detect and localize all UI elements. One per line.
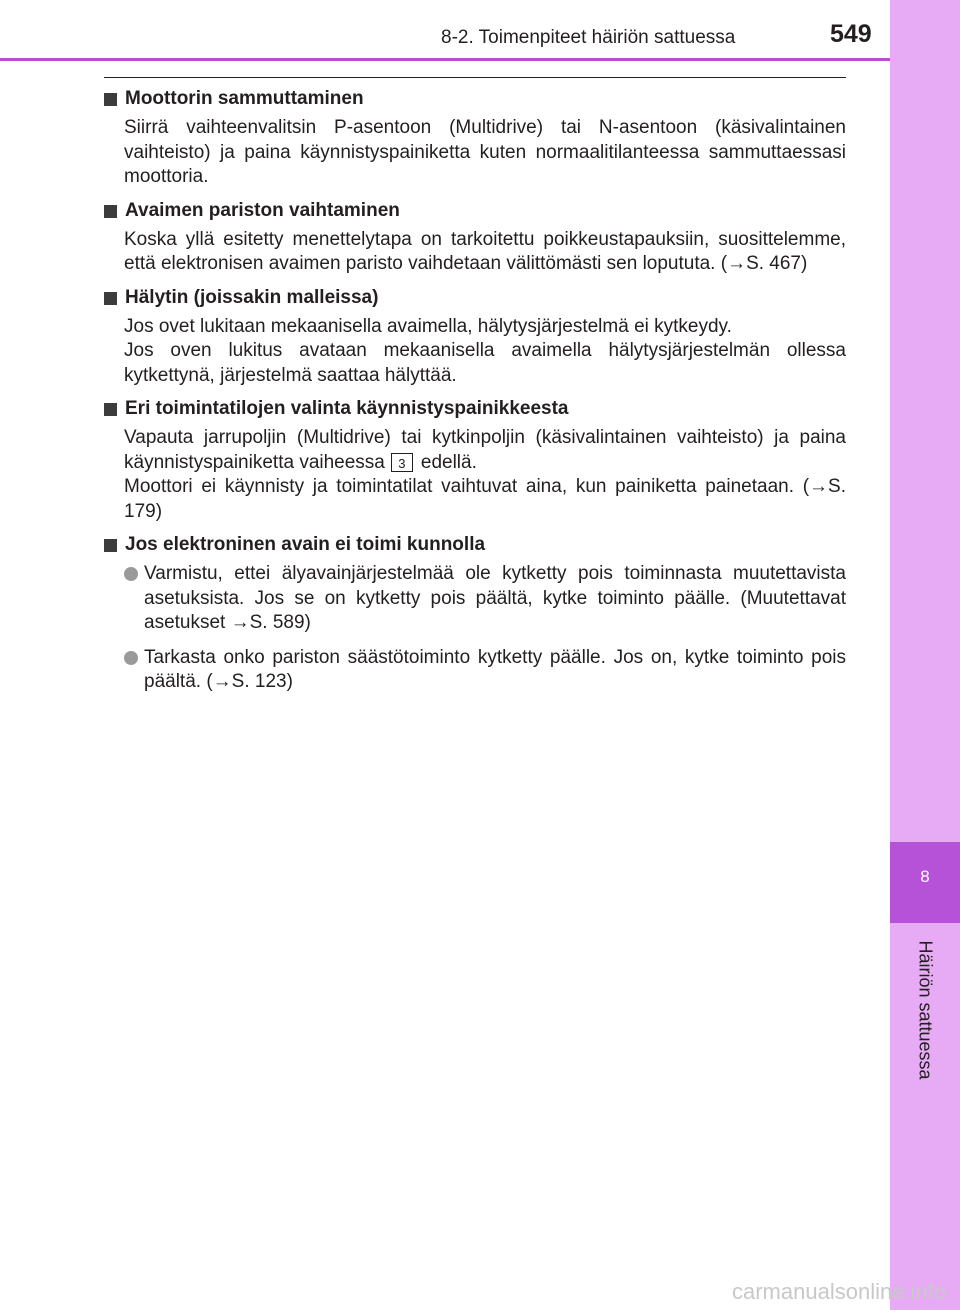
section-heading bbox=[104, 532, 846, 558]
header-rule bbox=[0, 58, 890, 61]
section-mode-selection bbox=[104, 396, 846, 524]
chapter-number: 8 bbox=[920, 867, 930, 886]
chapter-title-vertical: Häiriön sattuessa bbox=[915, 940, 936, 1080]
list-item-text: Varmistu, ettei älyavainjärjestelmää ole kytketty pois toiminnasta muutettavista asetuksista. Jos se on kytketty pois päältä, kytke toiminto päälle. (Muutettavat asetukset →S. 589) bbox=[144, 563, 846, 633]
paragraph-text: Vapauta jarrupoljin (Multidrive) tai kytkinpoljin (käsivalintainen vaihteisto) ja paina käynnistyspainiketta vaiheessa bbox=[124, 427, 846, 473]
section-paragraph: Siirrä vaihteenvalitsin P-asentoon (Multidrive) tai N-asentoon (käsivalintainen vaihteisto) ja paina käynnistyspainiketta kuten normaalitilanteessa sammuttaessasi moottoria. bbox=[124, 117, 846, 187]
section-paragraph bbox=[124, 426, 846, 524]
watermark: carmanualsonline.info bbox=[732, 1279, 947, 1304]
page-header bbox=[0, 0, 890, 62]
section-key-battery bbox=[104, 198, 846, 277]
page-number: 549 bbox=[830, 20, 872, 48]
square-bullet-icon bbox=[104, 205, 117, 218]
step-number-badge: 3 bbox=[391, 453, 413, 472]
list-item bbox=[124, 562, 846, 636]
section-key-malfunction bbox=[104, 532, 846, 695]
section-alarm bbox=[104, 285, 846, 389]
section-heading-text: Hälytin (joissakin malleissa) bbox=[125, 286, 379, 308]
main-content bbox=[104, 86, 846, 703]
section-heading-text: Jos elektroninen avain ei toimi kunnolla bbox=[125, 534, 486, 555]
chapter-side-strip bbox=[890, 0, 960, 1310]
list-item bbox=[124, 646, 846, 695]
section-heading-text: Avaimen pariston vaihtaminen bbox=[125, 199, 400, 221]
section-heading bbox=[104, 198, 846, 224]
list-item-text: Tarkasta onko pariston säästötoiminto kytketty päälle. Jos on, kytke toiminto pois päältä. (→S. 123) bbox=[144, 646, 846, 692]
paragraph-line: Jos oven lukitus avataan mekaanisella avaimella hälytysjärjestelmän ollessa kytkettynä, järjestelmä saattaa hälyttää. bbox=[124, 340, 846, 386]
round-bullet-icon bbox=[124, 651, 138, 665]
square-bullet-icon bbox=[104, 292, 117, 305]
section-heading bbox=[104, 285, 846, 311]
content-top-rule bbox=[104, 77, 846, 78]
section-heading bbox=[104, 396, 846, 422]
chapter-tab bbox=[890, 842, 960, 923]
header-section-title: 8-2. Toimenpiteet häiriön sattuessa bbox=[441, 27, 736, 48]
paragraph-text: edellä. bbox=[420, 451, 477, 473]
section-paragraph: Koska yllä esitetty menettelytapa on tarkoitettu poikkeustapauksiin, suosittelemme, että elektronisen avaimen paristo vaihdetaan välittömästi sen lopututa. (→S. 467) bbox=[124, 228, 846, 274]
square-bullet-icon bbox=[104, 403, 117, 416]
paragraph-text: Moottori ei käynnisty ja toimintatilat vaihtuvat aina, kun painiketta painetaan. (→S. 179) bbox=[124, 476, 846, 522]
section-heading-text: Eri toimintatilojen valinta käynnistyspainikkeesta bbox=[125, 398, 569, 419]
square-bullet-icon bbox=[104, 93, 117, 106]
section-paragraph bbox=[124, 315, 846, 389]
section-heading bbox=[104, 86, 846, 112]
paragraph-line: Jos ovet lukitaan mekaanisella avaimella, hälytysjärjestelmä ei kytkeydy. bbox=[124, 315, 732, 337]
square-bullet-icon bbox=[104, 539, 117, 552]
section-heading-text: Moottorin sammuttaminen bbox=[125, 88, 364, 109]
section-engine-stop bbox=[104, 86, 846, 190]
round-bullet-icon bbox=[124, 567, 138, 581]
